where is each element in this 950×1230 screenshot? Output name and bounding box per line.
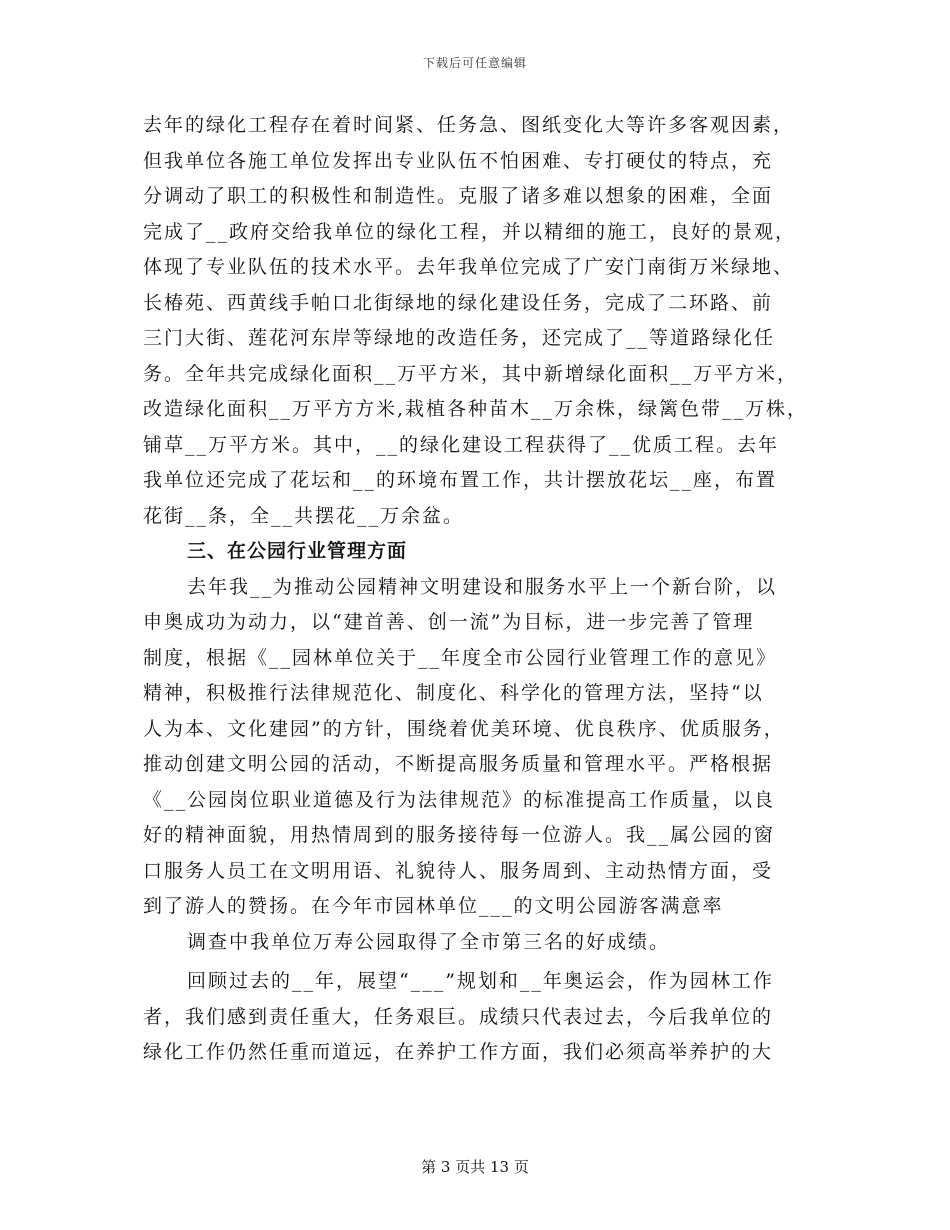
body-line: 《__公园岗位职业道德及行为法律规范》的标准提高工作质量，以良: [143, 788, 776, 811]
section-heading: 三、在公园行业管理方面: [187, 540, 408, 562]
body-line: 者，我们感到责任重大，任务艰巨。成绩只代表过去，今后我单位的: [143, 1005, 774, 1028]
body-line: 三门大街、莲花河东岸等绿地的改造任务，还完成了__等道路绿化任: [143, 327, 776, 349]
body-line: 铺草__万平方米。其中，__的绿化建设工程获得了__优质工程。去年: [143, 433, 780, 456]
body-line: 体现了专业队伍的技术水平。去年我单位完成了广安门南街万米绿地、: [143, 256, 795, 278]
body-line: 到了游人的赞扬。在今年市园林单位___的文明公园游客满意率: [143, 895, 724, 917]
page-header: 下载后可任意编辑: [422, 56, 527, 70]
body-line: 口服务人员工在文明用语、礼貌待人、服务周到、主动热情方面，受: [143, 859, 774, 882]
body-line: 改造绿化面积__万平方方米,栽植各种苗木__万余株，绿篱色带__万株，: [143, 398, 809, 420]
document-body: [143, 108, 823, 1071]
body-line: 精神，积极推行法律规范化、制度化、科学化的管理方法，坚持“以: [143, 682, 764, 704]
body-line: 去年我__为推动公园精神文明建设和服务水平上一个新台阶，以: [187, 575, 778, 598]
body-line: 花街__条，全__共摆花__万余盆。: [143, 504, 465, 527]
body-line: 去年的绿化工程存在着时间紧、任务急、图纸变化大等许多客观因素，: [143, 114, 795, 136]
body-line: 绿化工作仍然任重而道远，在养护工作方面，我们必须高举养护的大: [143, 1041, 774, 1063]
body-line: 推动创建文明公园的活动，不断提高服务质量和管理水平。严格根据: [143, 753, 774, 775]
body-line: 长椿苑、西黄线手帕口北街绿地的绿化建设任务，完成了二环路、前: [143, 291, 774, 314]
body-line: 务。全年共完成绿化面积__万平方米，其中新增绿化面积__万平方米，: [143, 362, 799, 385]
body-line: 调查中我单位万寿公园取得了全市第三名的好成绩。: [187, 930, 671, 953]
body-line: 完成了__政府交给我单位的绿化工程，并以精细的施工，良好的景观，: [143, 220, 797, 243]
body-line: 制度，根据《__园林单位关于__年度全市公园行业管理工作的意见》: [143, 646, 778, 669]
page-number: 第 3 页共 13 页: [421, 1158, 529, 1176]
body-line: 好的精神面貌，用热情周到的服务接待每一位游人。我__属公园的窗: [143, 824, 776, 846]
body-line: 回顾过去的__年，展望“___”规划和__年奥运会，作为园林工作: [187, 970, 774, 992]
body-line: 分调动了职工的积极性和制造性。克服了诸多难以想象的困难，全面: [143, 185, 774, 207]
body-line: 人为本、文化建园”的方针，围绕着优美环境、优良秩序、优质服务，: [143, 717, 785, 740]
body-line: 但我单位各施工单位发挥出专业队伍不怕困难、专打硬仗的特点，充: [143, 149, 774, 172]
body-line: 我单位还完成了花坛和__的环境布置工作，共计摆放花坛__座，布置: [143, 469, 778, 491]
body-line: 申奥成功为动力，以“建首善、创一流”为目标，进一步完善了管理: [143, 611, 755, 633]
